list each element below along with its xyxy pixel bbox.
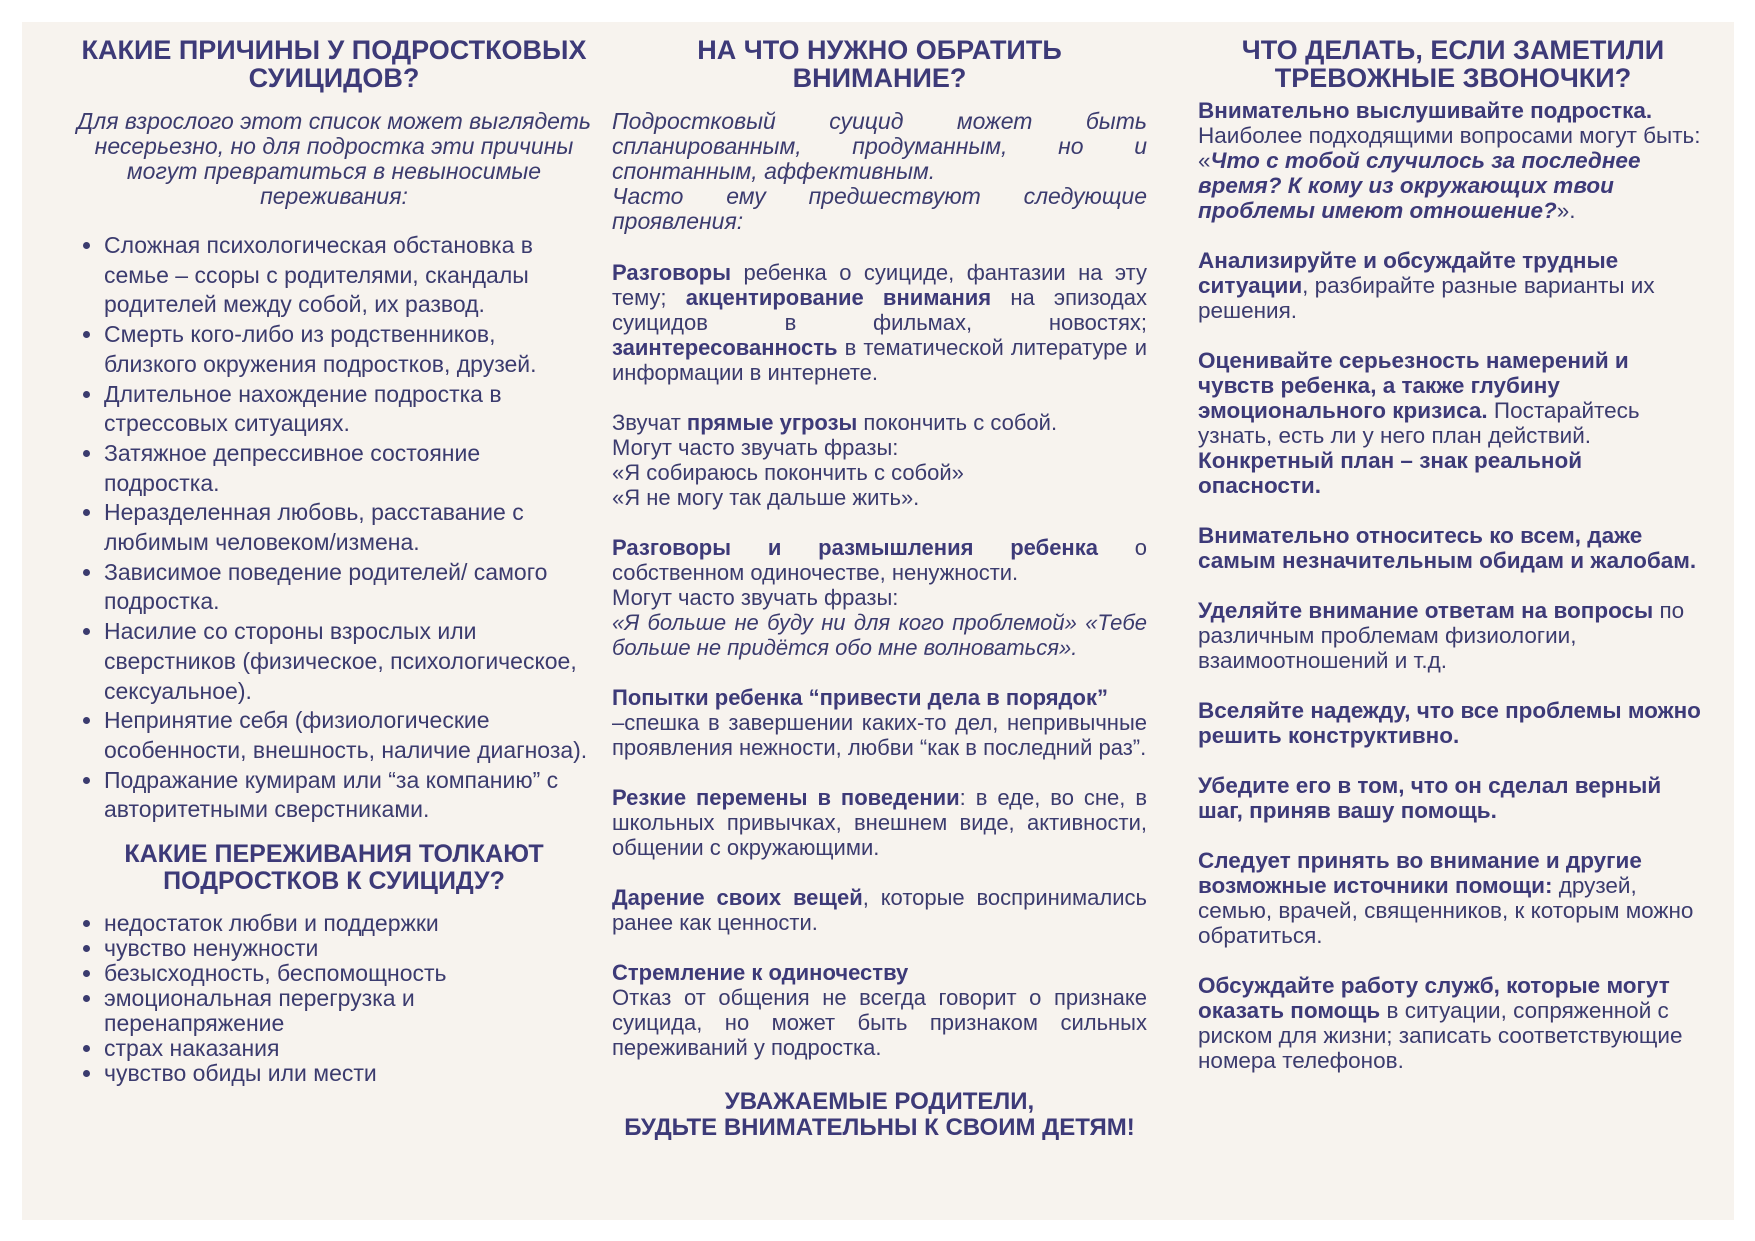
sign-paragraph (612, 685, 1147, 760)
bold-text: Обсуждайте работу служб, которые могут оказать помощь (1198, 973, 1670, 1023)
text: Могут часто звучать фразы: (612, 585, 899, 610)
bold-text: Попытки ребенка “привести дела в порядок” (612, 685, 1108, 710)
action-paragraph (1198, 248, 1708, 323)
sign-paragraph (612, 410, 1147, 510)
feelings-title: КАКИЕ ПЕРЕЖИВАНИЯ ТОЛКАЮТ ПОДРОСТКОВ К СУИЦИДУ? (124, 840, 544, 896)
column-causes (74, 36, 594, 1086)
quote-text: «Я больше не буду ни для кого проблемой» «Тебе больше не придётся обо мне волноваться». (612, 610, 1147, 660)
bold-text: Внимательно выслушивайте подростка. (1198, 98, 1653, 123)
sign-paragraph (612, 960, 1147, 1060)
bold-text: Оценивайте серьезность намерений и чувств ребенка, а также глубину эмоционального кризиса. (1198, 348, 1629, 423)
quote-text: «Я не могу так дальше жить». (612, 485, 920, 510)
bold-text: Анализируйте и обсуждайте трудные ситуации (1198, 248, 1619, 298)
list-item: • чувство обиды или мести (104, 1061, 594, 1086)
action-paragraph (1198, 773, 1708, 823)
text: о собственном одиночестве, ненужности. (612, 535, 1147, 585)
signs-intro (612, 109, 1147, 234)
text: , разбирайте разные варианты их решения. (1198, 273, 1655, 323)
text: : в еде, во сне, в школьных привычках, внешнем виде, активности, общении с окружающими. (612, 785, 1147, 860)
intro-line: Часто ему предшествуют следующие проявления: (612, 183, 1147, 234)
bold-text: Вселяйте надежду, что все проблемы можно решить конструктивно. (1198, 698, 1701, 748)
column-warning-signs (612, 36, 1147, 1141)
list-item: • безысходность, беспомощность (104, 961, 594, 986)
list-item: • недостаток любви и поддержки (104, 911, 594, 936)
bold-text: Дарение своих вещей (612, 885, 863, 910)
closing-appeal (612, 1089, 1147, 1141)
bold-text: Уделяйте внимание ответам на вопросы (1198, 598, 1654, 623)
action-paragraph (1198, 973, 1708, 1073)
action-paragraph (1198, 848, 1708, 948)
text: Наиболее подходящими вопросами могут быть: « (1198, 123, 1701, 173)
list-item: • Сложная психологическая обстановка в семье – ссоры с родителями, скандалы родителей между собой, их развод. (104, 231, 594, 320)
text: в тематической литературе и информации в интернете. (612, 335, 1147, 385)
text: по различным проблемам физиологии, взаимоотношений и т.д. (1198, 598, 1685, 673)
bold-text: Стремление к одиночеству (612, 960, 909, 985)
action-paragraph (1198, 698, 1708, 748)
bold-italic-text: Что с тобой случилось за последнее время? К кому из окружающих твои проблемы имеют отношение? (1198, 148, 1641, 223)
bold-text: акцентирование внимания (685, 285, 992, 310)
sign-paragraph (612, 535, 1147, 660)
bold-text: прямые угрозы (686, 410, 858, 435)
action-paragraph (1198, 523, 1708, 573)
column-actions (1198, 36, 1708, 1098)
list-item: • страх наказания (104, 1036, 594, 1061)
list-item: • Затяжное депрессивное состояние подростка. (104, 439, 594, 498)
text: Отказ от общения не всегда говорит о признаке суицида, но может быть признаком сильных переживаний у подростка. (612, 985, 1147, 1060)
list-item: • эмоциональная перегрузка и перенапряжение (104, 986, 594, 1036)
bold-text: Внимательно относитесь ко всем, даже самым незначительным обидам и жалобам. (1198, 523, 1697, 573)
sign-paragraph (612, 260, 1147, 385)
bold-text: Резкие перемены в поведении (612, 785, 960, 810)
bold-text: заинтересованность (612, 335, 838, 360)
text: в ситуации, сопряженной с риском для жизни; записать соответствующие номера телефонов. (1198, 998, 1683, 1073)
leaflet-sheet (22, 22, 1734, 1220)
text: на эпизодах суицидов в фильмах, новостях; (612, 285, 1147, 335)
feelings-list (74, 911, 594, 1086)
text: ». (1556, 198, 1576, 223)
signs-title: НА ЧТО НУЖНО ОБРАТИТЬ ВНИМАНИЕ? (697, 35, 1062, 93)
list-item: • Подражание кумирам или “за компанию” с авторитетными сверстниками. (104, 766, 594, 825)
text: Постарайтесь узнать, есть ли у него план действий. (1198, 398, 1640, 448)
text: Могут часто звучать фразы: (612, 435, 899, 460)
bold-text: Разговоры и размышления ребенка (612, 535, 1098, 560)
list-item: • Неразделенная любовь, расставание с любимым человеком/измена. (104, 498, 594, 557)
actions-title: ЧТО ДЕЛАТЬ, ЕСЛИ ЗАМЕТИЛИ ТРЕВОЖНЫЕ ЗВОНОЧКИ? (1241, 35, 1665, 93)
bold-text: Конкретный план – знак реальной опасности. (1198, 448, 1583, 498)
closing-line: БУДЬТЕ ВНИМАТЕЛЬНЫ К СВОИМ ДЕТЯМ! (624, 1114, 1135, 1141)
sign-paragraph (612, 885, 1147, 935)
bold-text: Убедите его в том, что он сделал верный шаг, приняв вашу помощь. (1198, 773, 1662, 823)
action-paragraph (1198, 348, 1708, 498)
action-paragraph (1198, 98, 1708, 223)
intro-line: Подростковый суицид может быть спланированным, продуманным, но и спонтанным, аффективным. (612, 108, 1147, 184)
list-item: • Насилие со стороны взрослых или сверстников (физическое, психологическое, сексуальное). (104, 617, 594, 706)
bold-text: Разговоры (612, 260, 732, 285)
text: , которые воспринимались ранее как ценности. (612, 885, 1147, 935)
closing-line: УВАЖАЕМЫЕ РОДИТЕЛИ, (724, 1088, 1035, 1115)
text: покончить с собой. (857, 410, 1058, 435)
list-item: • Смерть кого-либо из родственников, близкого окружения подростков, друзей. (104, 320, 594, 379)
causes-intro: Для взрослого этот список может выглядеть несерьезно, но для подростка эти причины могут превратиться в невыносимые переживания: (77, 108, 591, 209)
causes-title: КАКИЕ ПРИЧИНЫ У ПОДРОСТКОВЫХ СУИЦИДОВ? (81, 35, 587, 93)
list-item: • Зависимое поведение родителей/ самого подростка. (104, 558, 594, 617)
sign-paragraph (612, 785, 1147, 860)
list-item: • Непринятие себя (физиологические особенности, внешность, наличие диагноза). (104, 706, 594, 765)
bold-text: Следует принять во внимание и другие возможные источники помощи: (1198, 848, 1642, 898)
text: –спешка в завершении каких-то дел, непривычные проявления нежности, любви “как в последний раз”. (612, 710, 1147, 760)
list-item: • Длительное нахождение подростка в стрессовых ситуациях. (104, 380, 594, 439)
list-item: • чувство ненужности (104, 936, 594, 961)
quote-text: «Я собираюсь покончить с собой» (612, 460, 964, 485)
text: Звучат (612, 410, 687, 435)
causes-list (74, 231, 594, 825)
action-paragraph (1198, 598, 1708, 673)
text: друзей, семью, врачей, священников, к которым можно обратиться. (1198, 873, 1694, 948)
text: ребенка о суициде, фантазии на эту тему; (612, 260, 1147, 310)
